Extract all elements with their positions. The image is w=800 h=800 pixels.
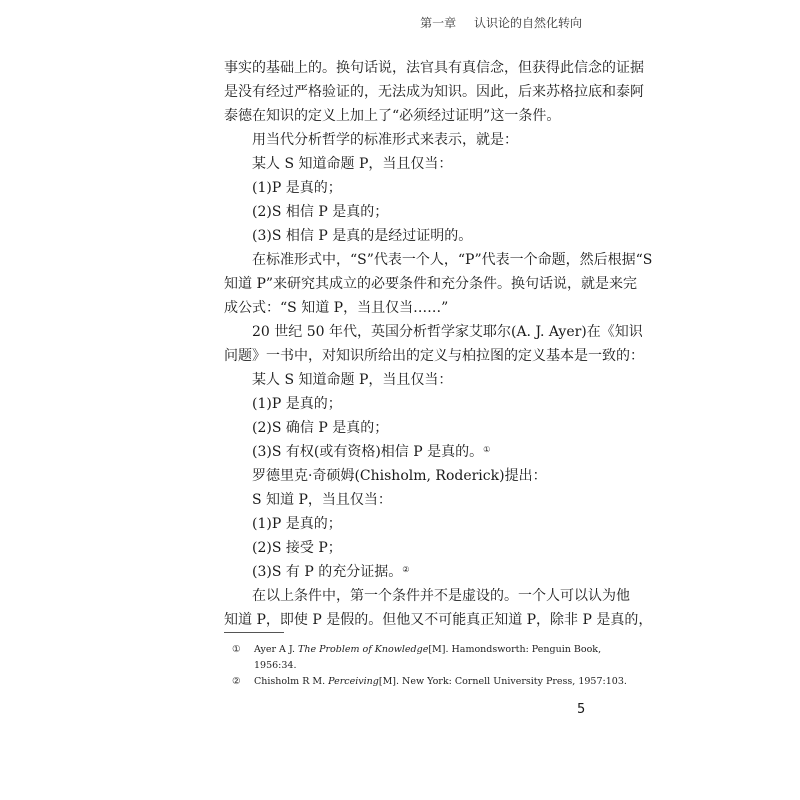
text-line-content: (3)S 相信 P 是真的是经过证明的。 bbox=[252, 228, 473, 244]
text-line bbox=[224, 488, 584, 512]
text-line bbox=[224, 104, 584, 128]
footnote-line bbox=[224, 642, 602, 658]
text-line bbox=[224, 128, 584, 152]
text-line bbox=[224, 200, 584, 224]
text-line bbox=[224, 224, 584, 248]
footnote-text: Ayer A J. The Problem of Knowledge[M]. Hamondsworth: Penguin Book, bbox=[254, 644, 602, 655]
footnote-line bbox=[224, 658, 590, 674]
text-line bbox=[224, 248, 653, 272]
footnote-mark: ② bbox=[232, 676, 241, 687]
book-title: The Problem of Knowledge bbox=[298, 644, 429, 655]
text-line-content: 某人 S 知道命题 P，当且仅当： bbox=[252, 372, 453, 388]
text-line-content: 泰德在知识的定义上加上了“必须经过证明”这一条件。 bbox=[224, 108, 561, 124]
footnote-ref[interactable]: ① bbox=[483, 445, 491, 454]
text-line bbox=[224, 464, 584, 488]
text-line bbox=[224, 608, 653, 632]
text-line bbox=[224, 176, 584, 200]
page-number: 5 bbox=[577, 702, 586, 717]
text-line bbox=[224, 272, 638, 296]
text-line-content: (2)S 确信 P 是真的； bbox=[252, 420, 389, 436]
text-line bbox=[224, 296, 584, 320]
text-line-content: 在标准形式中，“S”代表一个人，“P”代表一个命题，然后根据“S bbox=[252, 252, 653, 268]
text-line bbox=[224, 320, 643, 344]
text-line-content: (3)S 有 P 的充分证据。 bbox=[252, 564, 403, 580]
footnote-ref[interactable]: ② bbox=[402, 565, 410, 574]
text-line-content: 知道 P，即使 P 是假的。但他又不可能真正知道 P，除非 P 是真的， bbox=[224, 612, 653, 628]
body-text bbox=[224, 56, 653, 632]
text-line-content: 是没有经过严格验证的，无法成为知识。因此，后来苏格拉底和泰阿 bbox=[224, 84, 644, 100]
header-title: 认识论的自然化转向 bbox=[473, 16, 582, 30]
text-line bbox=[224, 344, 644, 368]
text-line-content: 事实的基础上的。换句话说，法官具有真信念，但获得此信念的证据 bbox=[224, 60, 644, 76]
text-line-content: 问题》一书中，对知识所给出的定义与柏拉图的定义基本是一致的： bbox=[224, 348, 644, 364]
text-line bbox=[224, 56, 644, 80]
footnote-line bbox=[224, 674, 627, 690]
text-line-content: (1)P 是真的； bbox=[252, 516, 342, 532]
text-line bbox=[224, 80, 644, 104]
running-header bbox=[420, 14, 582, 31]
text-line-content: 用当代分析哲学的标准形式来表示，就是： bbox=[252, 132, 518, 148]
text-line-content: 罗德里克·奇硕姆(Chisholm, Roderick)提出： bbox=[252, 468, 547, 484]
footnote-text: Chisholm R M. Perceiving[M]. New York: Cornell University Press, 1957:103. bbox=[254, 676, 627, 687]
text-line-content: (3)S 有权(或有资格)相信 P 是真的。 bbox=[252, 444, 484, 460]
text-line bbox=[224, 584, 630, 608]
text-line bbox=[224, 368, 584, 392]
book-title: Perceiving bbox=[328, 676, 379, 687]
footnote-text: 1956:34. bbox=[254, 660, 297, 671]
footnotes bbox=[224, 642, 627, 690]
text-line bbox=[224, 152, 584, 176]
text-line bbox=[224, 440, 584, 464]
text-line-content: (2)S 相信 P 是真的； bbox=[252, 204, 389, 220]
text-line-content: (1)P 是真的； bbox=[252, 396, 342, 412]
footnote-mark: ① bbox=[232, 644, 241, 655]
text-line-content: (2)S 接受 P； bbox=[252, 540, 342, 556]
text-line-content: 在以上条件中，第一个条件并不是虚设的。一个人可以认为他 bbox=[252, 588, 630, 604]
text-line-content: 某人 S 知道命题 P，当且仅当： bbox=[252, 156, 453, 172]
text-line-content: 20 世纪 50 年代，英国分析哲学家艾耶尔(A. J. Ayer)在《知识 bbox=[252, 324, 643, 340]
text-line-content: S 知道 P，当且仅当： bbox=[252, 492, 392, 508]
text-line bbox=[224, 536, 584, 560]
text-line bbox=[224, 392, 584, 416]
header-chapter: 第一章 bbox=[420, 16, 457, 30]
text-line bbox=[224, 512, 584, 536]
text-line-content: (1)P 是真的； bbox=[252, 180, 342, 196]
text-line bbox=[224, 416, 584, 440]
footnote-divider bbox=[224, 632, 284, 633]
text-line-content: 成公式：“S 知道 P，当且仅当……” bbox=[224, 300, 449, 316]
text-line-content: 知道 P”来研究其成立的必要条件和充分条件。换句话说，就是来完 bbox=[224, 276, 638, 292]
text-line bbox=[224, 560, 584, 584]
